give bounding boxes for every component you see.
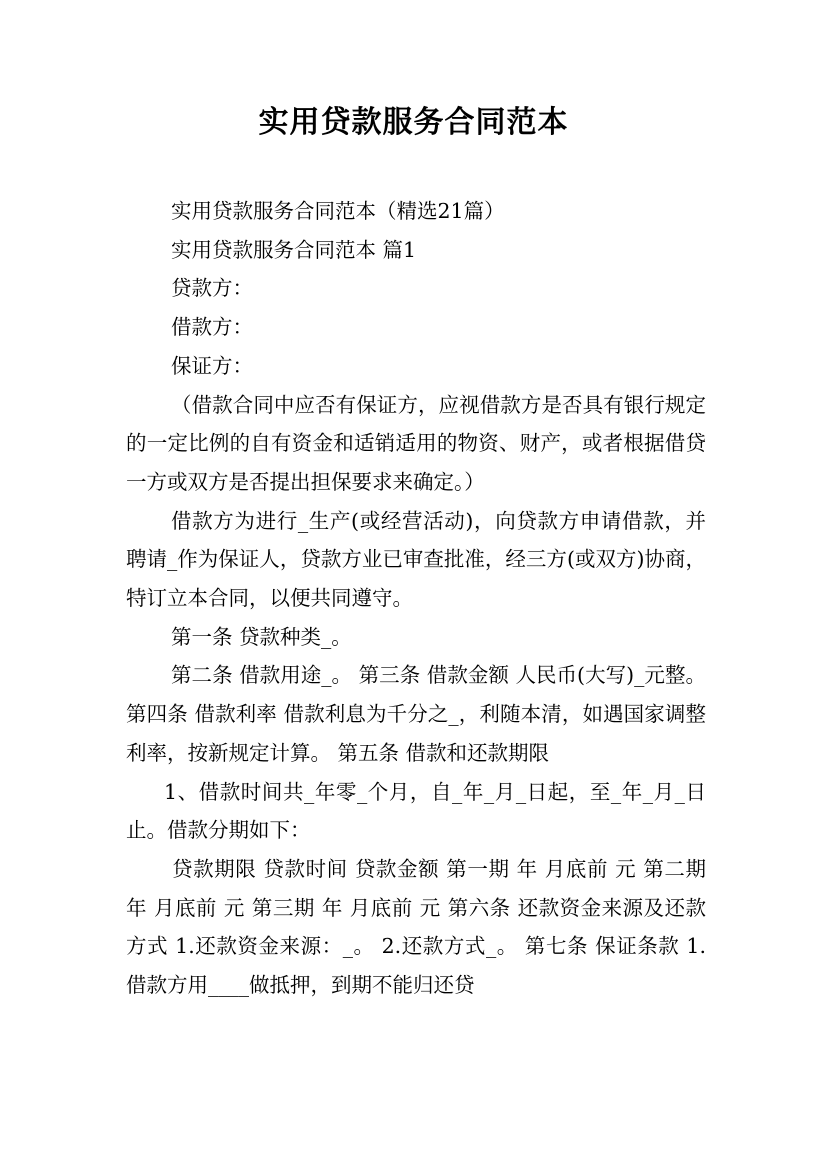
paragraph-guarantor: 保证方： <box>171 353 253 378</box>
paragraph-preamble: 借款方为进行_生产(或经营活动)，向贷款方申请借款，并聘请_作为保证人，贷款方业已审查批准，经三方(或双方)协商，特订立本合同，以便共同遵守。 <box>126 508 706 611</box>
document-title: 实用贷款服务合同范本 <box>258 105 569 140</box>
paragraph-schedule: 贷款期限 贷款时间 贷款金额 第一期 年 月底前 元 第二期 年 月底前 元 第三期 年 月底前 元 第六条 还款资金来源及还款方式 1.还款资金来源：_。 2.还款方式_。 第七条 保证条款 1.借款方用____做抵押，到期不能归还贷 <box>126 856 706 998</box>
paragraph-article-1: 第一条 贷款种类_。 <box>171 624 352 649</box>
paragraph-section-heading: 实用贷款服务合同范本 篇1 <box>171 237 417 262</box>
paragraph-subtitle: 实用贷款服务合同范本（精选21篇） <box>171 199 505 223</box>
paragraph-loan-term: 1、借款时间共_年零_个月，自_年_月_日起，至_年_月_日止。借款分期如下： <box>126 779 706 843</box>
paragraph-borrower: 借款方： <box>171 315 253 340</box>
paragraph-lender: 贷款方： <box>171 276 253 301</box>
document-body <box>126 192 706 1005</box>
paragraph-guarantor-note: （借款合同中应否有保证方，应视借款方是否具有银行规定的一定比例的自有资金和适销适用的物资、财产，或者根据借贷一方或双方是否提出担保要求来确定。） <box>126 392 706 494</box>
paragraph-articles-2-5: 第二条 借款用途_。 第三条 借款金额 人民币(大写)_元整。 第四条 借款利率 借款利息为千分之_，利随本清，如遇国家调整利率，按新规定计算。 第五条 借款和还款期限 <box>126 663 706 765</box>
